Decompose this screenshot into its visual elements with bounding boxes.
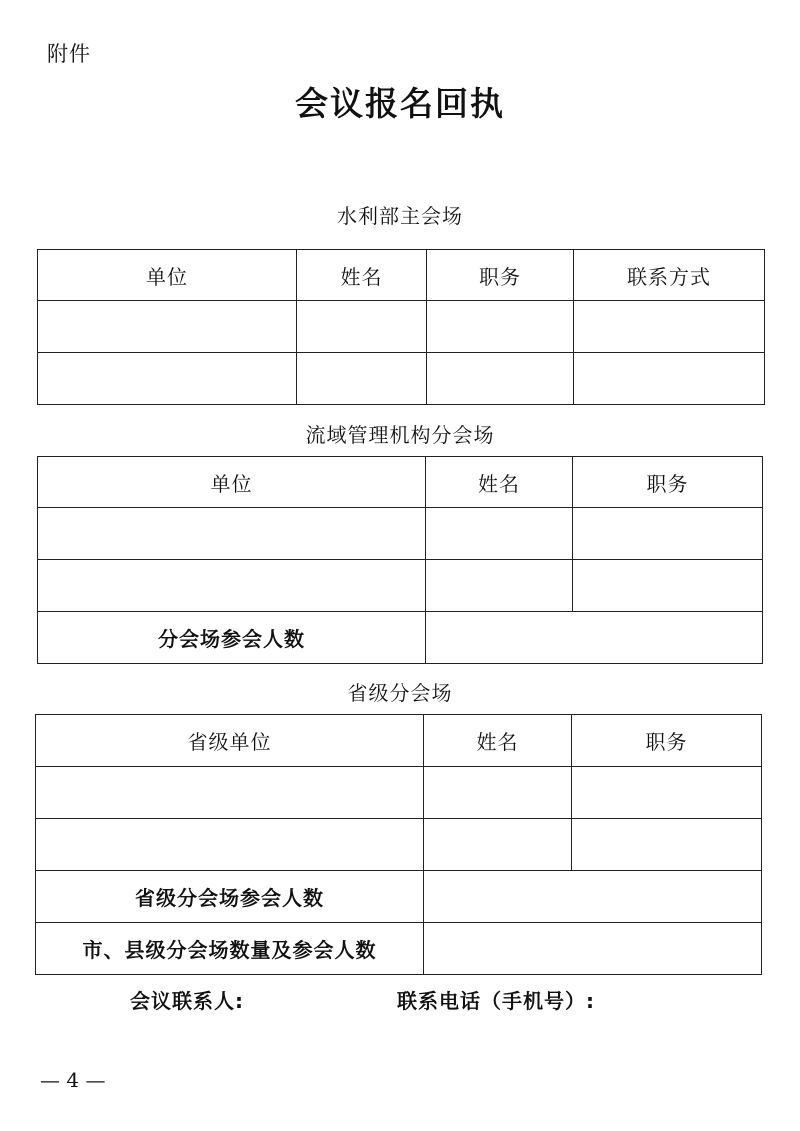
column-header-position: 职务 [427, 250, 574, 301]
position-cell[interactable] [427, 301, 574, 353]
page-number: — 4 — [40, 1068, 106, 1092]
position-cell[interactable] [572, 767, 762, 819]
table-row [38, 560, 763, 612]
column-header-name: 姓名 [426, 457, 573, 508]
provincial-venue-table [35, 714, 762, 975]
attendee-count-cell[interactable] [426, 612, 763, 664]
table-row [38, 612, 763, 664]
contact-cell[interactable] [574, 353, 765, 405]
page-title: 会议报名回执 [295, 84, 505, 123]
table-header-row [38, 250, 765, 301]
name-cell[interactable] [426, 508, 573, 560]
attachment-label: 附件 [47, 42, 91, 66]
name-cell[interactable] [426, 560, 573, 612]
column-header-unit: 单位 [38, 250, 297, 301]
contact-phone-label: 联系电话（手机号）: [397, 989, 595, 1013]
position-cell[interactable] [427, 353, 574, 405]
column-header-provincial-unit: 省级单位 [36, 715, 424, 767]
table-row [36, 923, 762, 975]
city-county-label: 市、县级分会场数量及参会人数 [36, 923, 424, 975]
section-title-provincial-venue: 省级分会场 [347, 681, 453, 705]
position-cell[interactable] [573, 560, 763, 612]
basin-venue-table [37, 456, 763, 664]
section-title-basin-venue: 流域管理机构分会场 [305, 423, 495, 447]
table-row [36, 819, 762, 871]
table-header-row [38, 457, 763, 508]
unit-cell[interactable] [38, 301, 297, 353]
table-row [36, 767, 762, 819]
attendee-count-label: 分会场参会人数 [38, 612, 426, 664]
column-header-contact: 联系方式 [574, 250, 765, 301]
contact-cell[interactable] [574, 301, 765, 353]
table-header-row [36, 715, 762, 767]
position-cell[interactable] [573, 508, 763, 560]
table-row [38, 353, 765, 405]
column-header-unit: 单位 [38, 457, 426, 508]
position-cell[interactable] [572, 819, 762, 871]
column-header-position: 职务 [573, 457, 763, 508]
provincial-count-cell[interactable] [424, 871, 762, 923]
column-header-position: 职务 [572, 715, 762, 767]
unit-cell[interactable] [38, 508, 426, 560]
name-cell[interactable] [297, 353, 427, 405]
unit-cell[interactable] [36, 767, 424, 819]
name-cell[interactable] [297, 301, 427, 353]
column-header-name: 姓名 [297, 250, 427, 301]
name-cell[interactable] [424, 767, 572, 819]
main-venue-table [37, 249, 765, 405]
contact-person-label: 会议联系人: [130, 989, 244, 1013]
table-row [38, 301, 765, 353]
city-county-cell[interactable] [424, 923, 762, 975]
name-cell[interactable] [424, 819, 572, 871]
column-header-name: 姓名 [424, 715, 572, 767]
table-row [36, 871, 762, 923]
table-row [38, 508, 763, 560]
unit-cell[interactable] [38, 353, 297, 405]
section-title-main-venue: 水利部主会场 [337, 204, 463, 228]
unit-cell[interactable] [38, 560, 426, 612]
provincial-count-label: 省级分会场参会人数 [36, 871, 424, 923]
unit-cell[interactable] [36, 819, 424, 871]
